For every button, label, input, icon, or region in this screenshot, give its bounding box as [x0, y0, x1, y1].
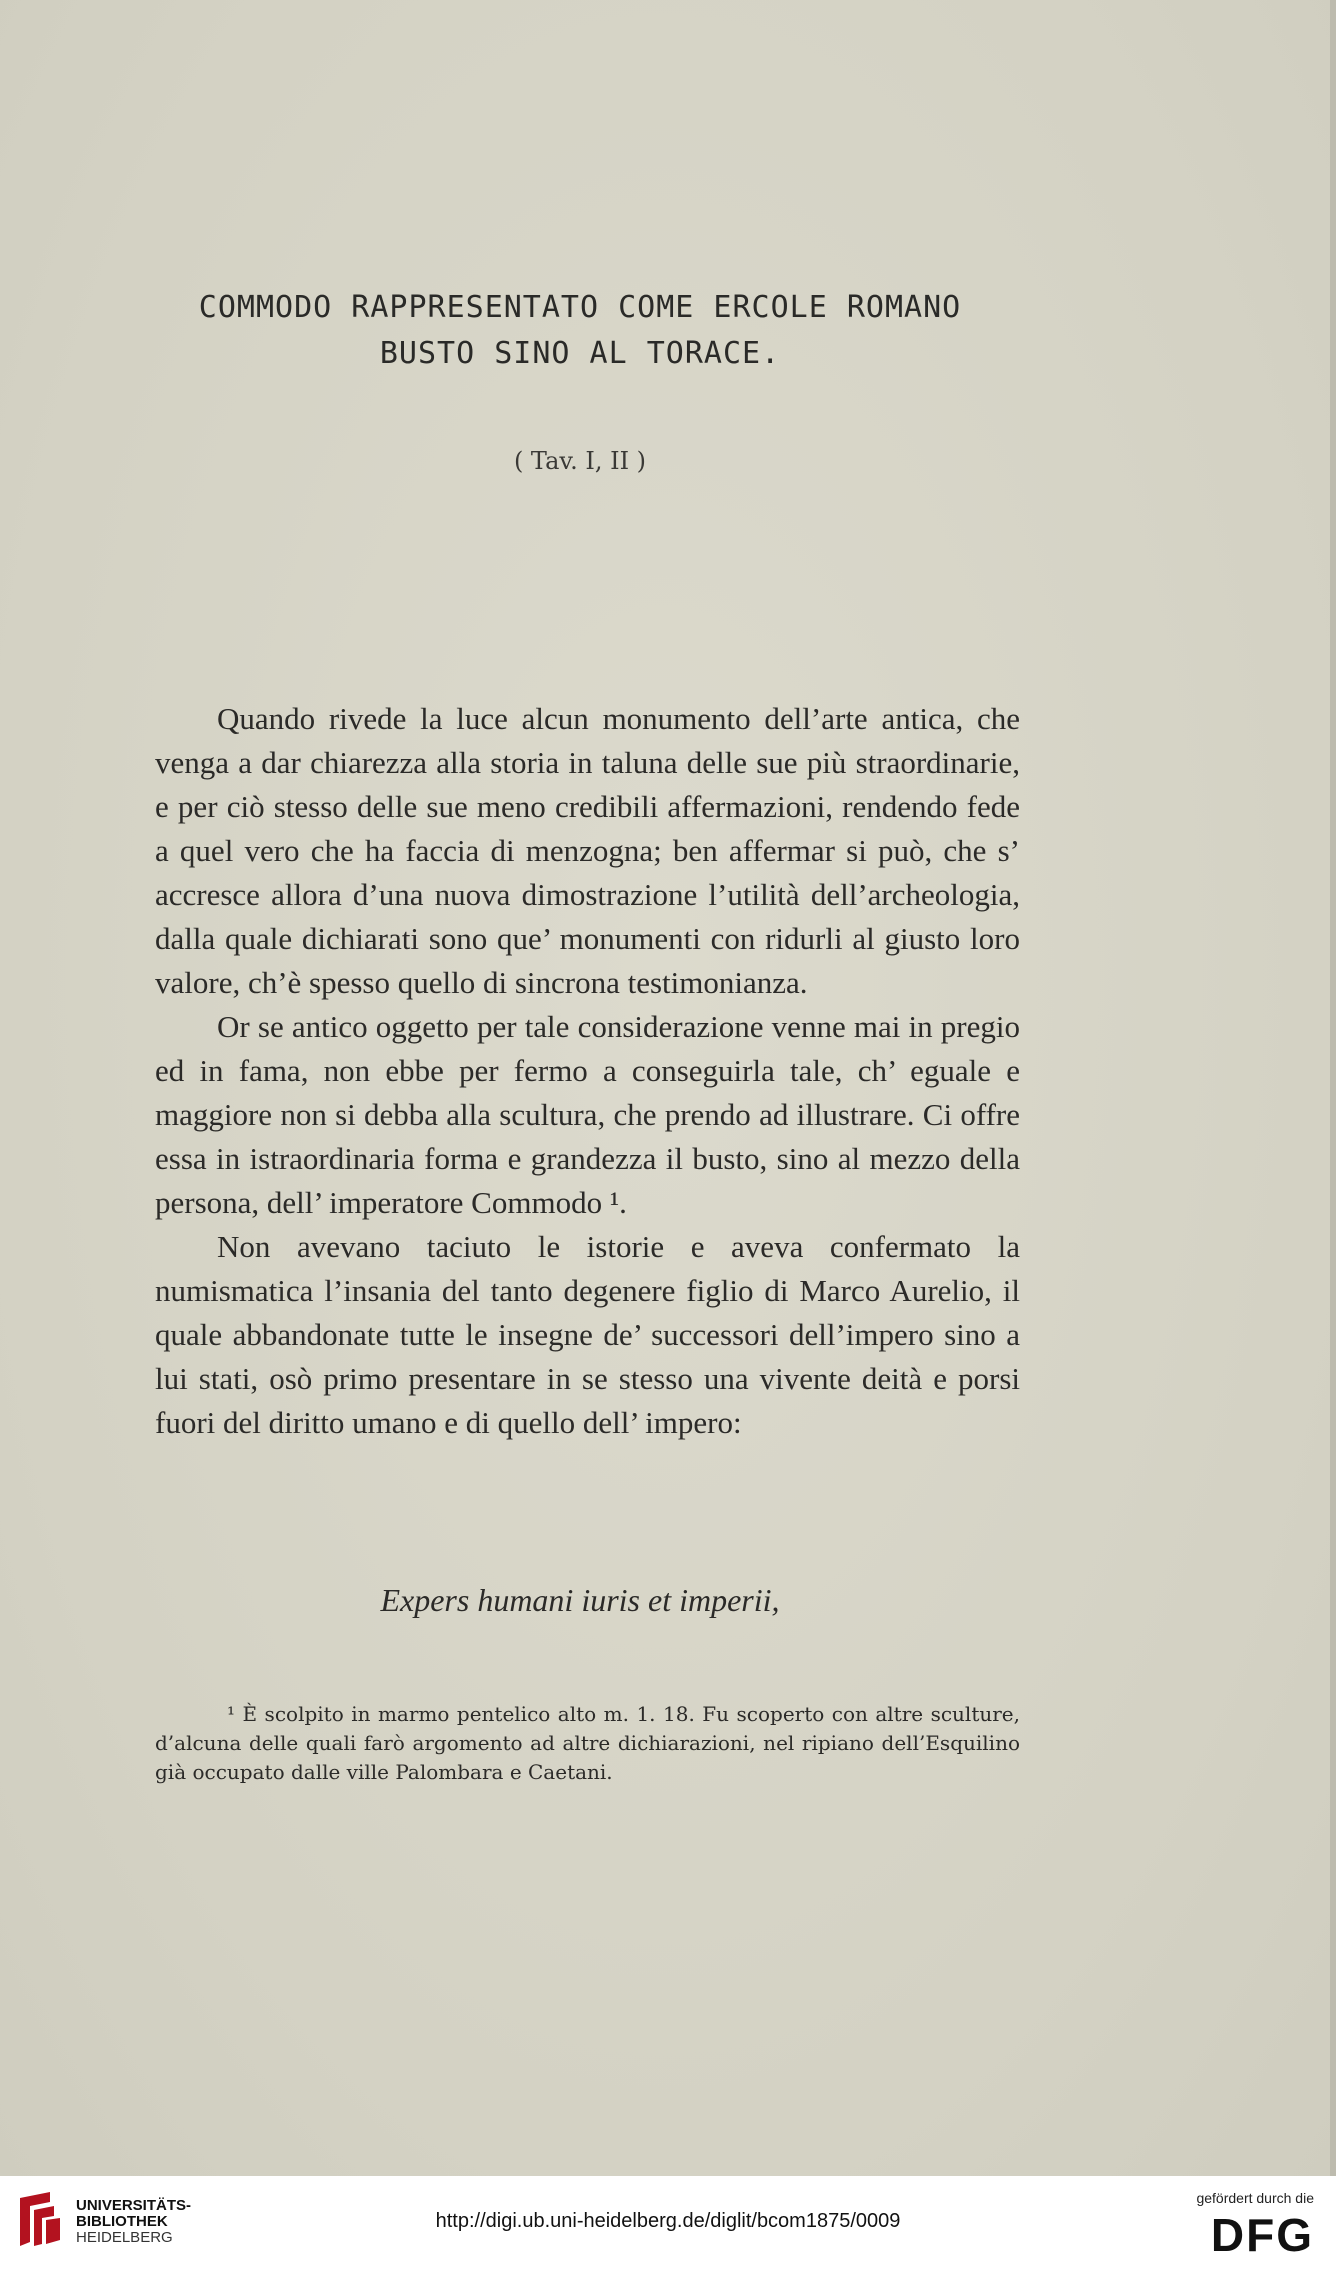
permalink-url[interactable]: http://digi.ub.uni-heidelberg.de/diglit/bcom1875/0009: [435, 2210, 901, 2232]
latin-verse: Expers humani iuris et imperii,: [380, 1582, 780, 1618]
article-title: COMMODO RAPPRESENTATO COME ERCOLE ROMANO: [198, 290, 962, 325]
dfg-logo-icon: DFG: [1210, 2209, 1314, 2261]
library-name-line-1: UNIVERSITÄTS-: [76, 2197, 192, 2214]
body-text: [155, 697, 1020, 1445]
plates-reference: ( Tav. I, II ): [513, 447, 647, 475]
footnote: ¹ È scolpito in marmo pentelico alto m. 1. 18. Fu scoperto con altre sculture, d’alcuna delle quali farò argomento ad altre dichiarazioni, nel ripiano dell’Esquilino già occupato dalle ville Palombara e Caetani.: [155, 1702, 1020, 1784]
paragraph-2: Or se antico oggetto per tale considerazione venne mai in pregio ed in fama, non ebbe per fermo a conseguirla tale, ch’ eguale e maggiore non si debba alla scultura, che prendo ad illustrare. Ci offre essa in istraordinaria forma e grandezza il busto, sino al mezzo della persona, dell’ imperatore Commodo ¹.: [155, 1009, 1020, 1220]
paragraph-3: Non avevano taciuto le istorie e aveva confermato la numismatica l’insania del tanto degenere figlio di Marco Aurelio, il quale abbandonate tutte le insegne de’ successori dell’impero sino a lui stati, osò primo presentare in se stesso una vivente deità e porsi fuori del diritto umano e di quello dell’ impero:: [155, 1229, 1020, 1440]
library-name-line-2: BIBLIOTHEK: [76, 2213, 168, 2230]
library-name-line-3: HEIDELBERG: [76, 2229, 173, 2246]
viewer-footer: [0, 2176, 1336, 2269]
funding-caption: gefördert durch die: [1196, 2190, 1314, 2206]
paragraph-1: Quando rivede la luce alcun monumento dell’arte antica, che venga a dar chiarezza alla storia in taluna delle sue più straordinarie, e per ciò stesso delle sue meno credibili affermazioni, rendendo fede a quel vero che ha faccia di menzogna; ben affermar si può, che s’ accresce allora d’una nuova dimostrazione l’utilità dell’archeologia, dalla quale dichiarati sono que’ monumenti con ridurli al giusto loro valore, ch’è spesso quello di sincrona testimonianza.: [155, 701, 1020, 1000]
article-subtitle: BUSTO SINO AL TORACE.: [379, 336, 781, 371]
